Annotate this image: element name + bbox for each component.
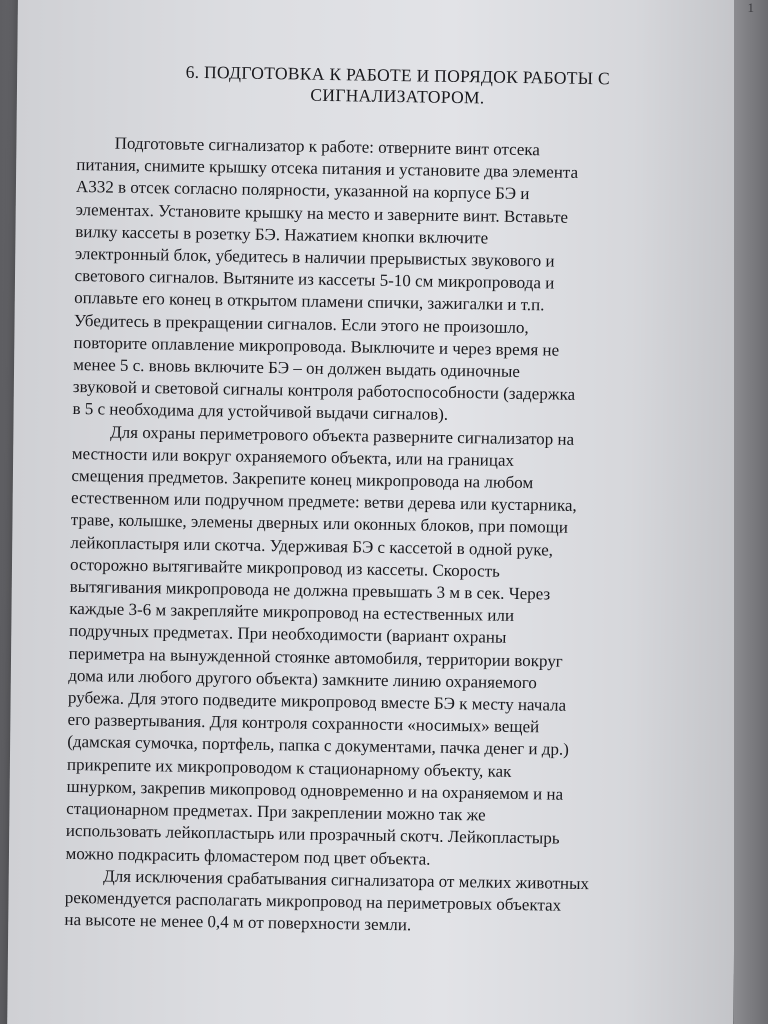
text-line: повторите оплавление микропровода. Выключите и через время не xyxy=(73,332,560,360)
text-line: шнурком, закрепив микопровод одновременно и на охраняемом и на xyxy=(66,776,564,804)
text-line: светового сигналов. Вытяните из кассеты 5-10 см микропровода и xyxy=(74,266,555,293)
text-line: Для исключения срабатывания сигнализатора от мелких животных xyxy=(103,866,590,893)
text-line: местности или вокруг охраняемого объекта, или на границах xyxy=(71,443,515,470)
text-line: использовать лейкопластырь или прозрачный скотч. Лейкопластырь xyxy=(65,821,560,848)
text-line: стационарном предметах. При закреплении можно так же xyxy=(66,799,486,825)
paragraph-animals xyxy=(64,865,675,941)
text-line: Для охраны периметрового объекта разверните сигнализатор на xyxy=(110,422,575,449)
paragraph-preparation xyxy=(72,132,686,430)
page-number: 1 xyxy=(747,0,754,15)
text-line: траве, колышке, элемены дверных или оконных блоков, при помощи xyxy=(70,510,569,538)
text-line: Убедитесь в прекращении сигналов. Если этого не произошло, xyxy=(73,310,529,337)
text-line: подручных предметах. При необходимости (вариант охраны xyxy=(68,621,507,648)
text-line: вилку кассеты в розетку БЭ. Нажатием кнопки включите xyxy=(75,221,489,248)
text-line: звуковой и световой сигналы контроля работоспособности (задержка xyxy=(72,377,576,405)
page-edge xyxy=(734,0,768,1024)
text-line: осторожно вытягивайте микропровод из кассеты. Скорость xyxy=(69,554,500,581)
text-line: элементах. Установите крышку на место и заверните винт. Вставьте xyxy=(75,199,569,227)
title-line: СИГНАЛИЗАТОРОМ. xyxy=(310,84,485,108)
text-line: вытягивания микропровода не должна превышать 3 м в сек. Через xyxy=(69,576,551,604)
text-line: периметра на вынужденной стоянке автомобиля, территории вокруг xyxy=(68,643,563,671)
text-line: смещения предметов. Закрепите конец микропровода на любом xyxy=(71,465,534,493)
text-line: можно подкрасить фломастером под цвет объекта. xyxy=(65,843,431,869)
text-line: оплавьте его конец в открытом пламени спички, зажигалки и т.п. xyxy=(74,288,545,315)
text-line: рубежа. Для этого подведите микропровод вместе БЭ к месту начала xyxy=(67,688,567,715)
paragraph-perimeter xyxy=(65,421,682,875)
text-line: дома или любого другого объекта) замкните линию охраняемого xyxy=(68,665,538,693)
text-line: на высоте не менее 0,4 м от поверхности земли. xyxy=(64,910,412,935)
title-line: 6. ПОДГОТОВКА К РАБОТЕ И ПОРЯДОК РАБОТЫ С xyxy=(185,61,611,89)
text-line: его развертывания. Для контроля сохранности «носимых» вещей xyxy=(67,710,540,737)
text-line: электронный блок, убедитесь в наличии прерывистых звукового и xyxy=(74,243,555,271)
text-line: (дамская сумочка, портфель, папка с документами, пачка денег и др.) xyxy=(67,732,570,760)
text-line: Подготовьте сигнализатор к работе: отверните винт отсека xyxy=(114,133,541,160)
text-line: рекомендуется располагать микропровод на периметровых объектах xyxy=(64,887,562,915)
text-line: прикрепите их микропроводом к стационарному объекту, как xyxy=(66,754,512,781)
section-title xyxy=(77,60,688,112)
text-line: менее 5 с. вновь включите БЭ – он должен выдать одиночные xyxy=(73,354,521,382)
text-line: питания, снимите крышку отсека питания и установите два элемента xyxy=(76,155,579,183)
text-line: каждые 3-6 м закрепляйте микропровод на естественных или xyxy=(69,599,515,626)
text-line: в 5 с необходима для устойчивой выдачи сигналов). xyxy=(72,399,449,425)
document-body xyxy=(64,60,688,941)
text-line: лейкопластыря или скотча. Удерживая БЭ с кассетой в одной руке, xyxy=(70,532,554,560)
text-line: естественном или подручном предмете: ветви дерева или кустарника, xyxy=(70,488,577,516)
text-line: А332 в отсек согласно полярности, указанной на корпусе БЭ и xyxy=(75,177,530,204)
